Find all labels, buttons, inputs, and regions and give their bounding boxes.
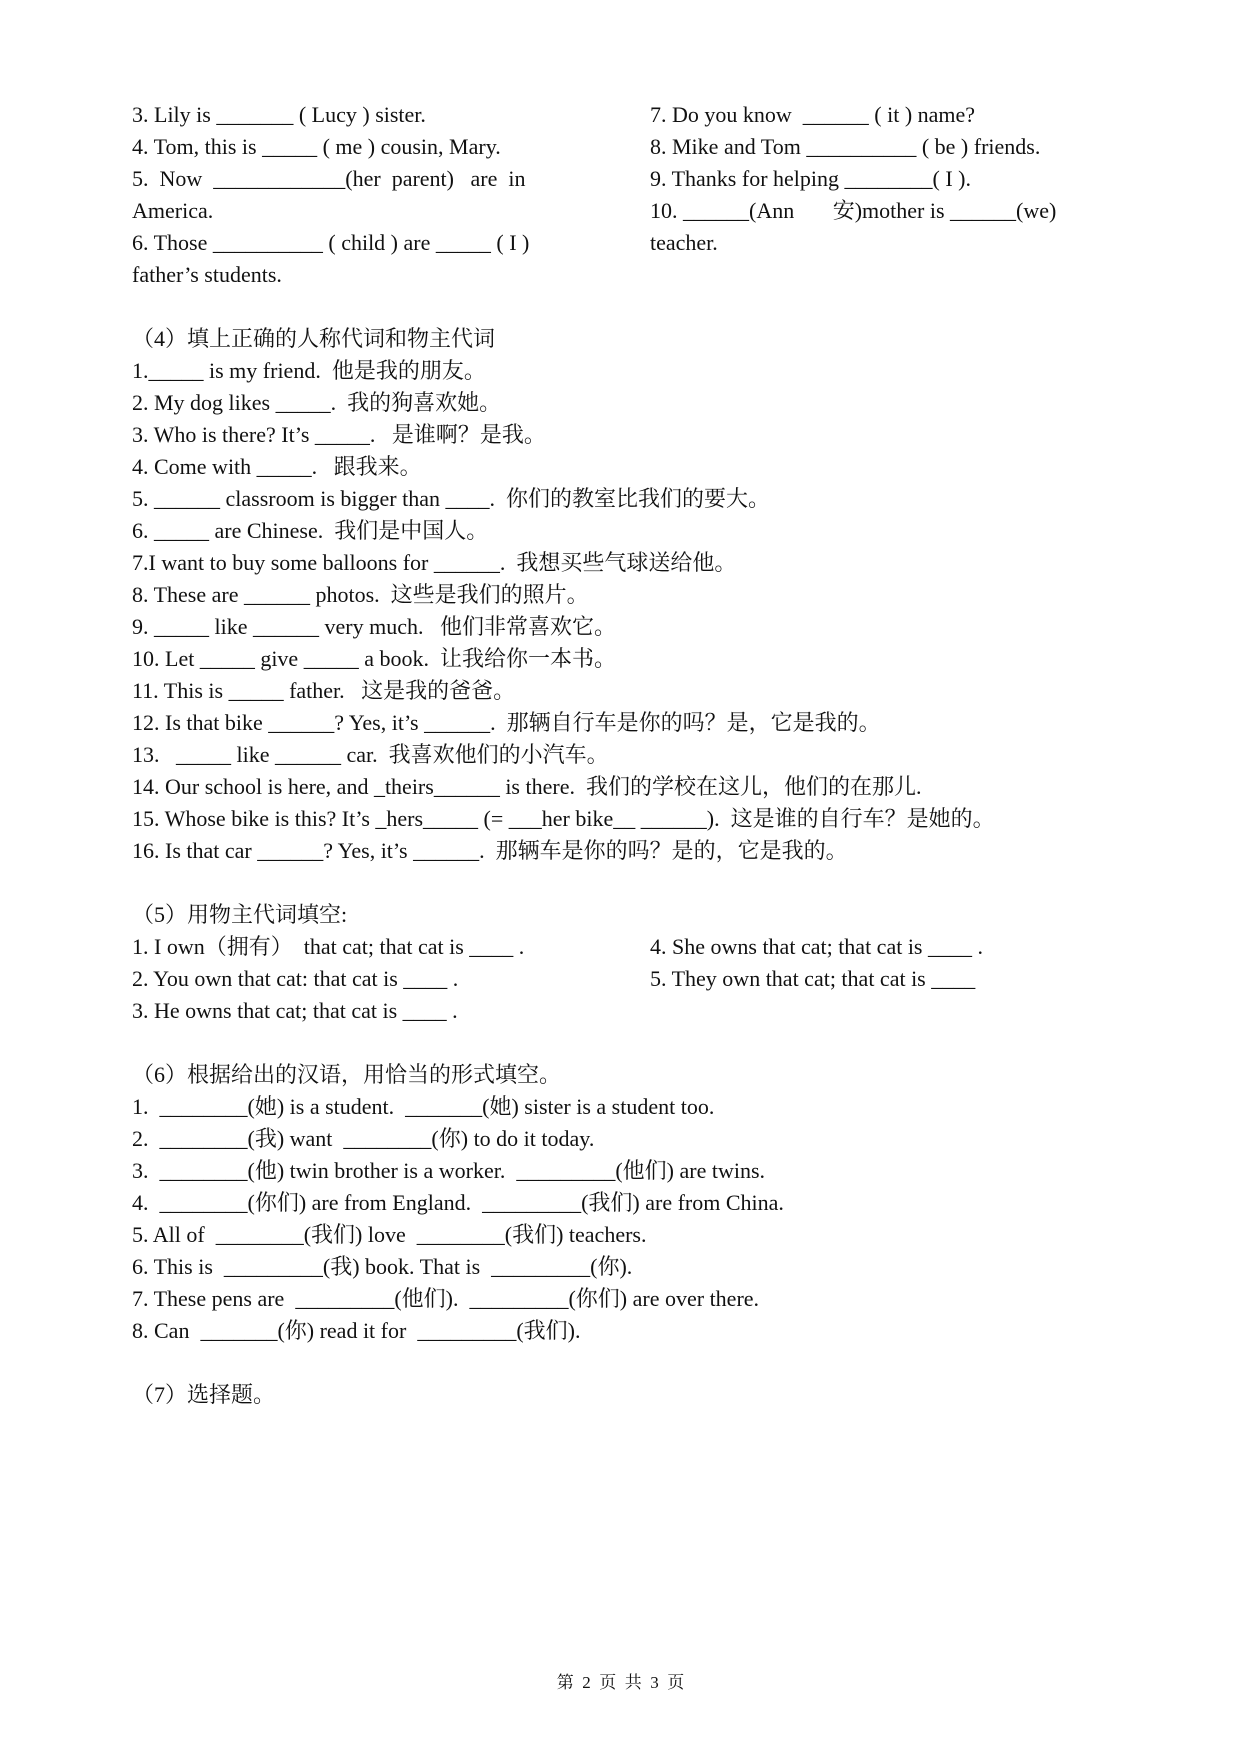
exercise-line: 8. These are ______ photos. 这些是我们的照片。 <box>132 582 589 607</box>
exercise-line: 6. This is _________(我) book. That is _________(你). <box>132 1254 633 1279</box>
exercise-line: 4. She owns that cat; that cat is ____ . <box>650 934 983 959</box>
exercise-line: 1. I own（拥有） that cat; that cat is ____ . <box>132 934 525 959</box>
exercise-line: 9. Thanks for helping ________( I ). <box>650 166 971 191</box>
exercise-line: 4. Come with _____. 跟我来。 <box>132 454 422 479</box>
exercise-line: 1. ________(她) is a student. _______(她) sister is a student too. <box>132 1094 715 1119</box>
page-number-footer: 第 2 页 共 3 页 <box>556 1673 685 1692</box>
exercise-line: 3. ________(他) twin brother is a worker. _________(他们) are twins. <box>132 1158 766 1183</box>
exercise-line: 5. They own that cat; that cat is ____ <box>650 966 976 991</box>
section-heading: （4）填上正确的人称代词和物主代词 <box>132 326 496 351</box>
exercise-line: 16. Is that car ______? Yes, it’s ______. 那辆车是你的吗？是的，它是我的。 <box>132 838 848 863</box>
exercise-line: 15. Whose bike is this? It’s _hers_____ (= ___her bike__ ______). 这是谁的自行车？是她的。 <box>132 806 995 831</box>
exercise-line: 8. Mike and Tom __________ ( be ) friends. <box>650 134 1041 159</box>
exercise-line: 4. ________(你们) are from England. _________(我们) are from China. <box>132 1190 784 1215</box>
exercise-line: 2. My dog likes _____. 我的狗喜欢她。 <box>132 390 502 415</box>
exercise-line: 6. Those __________ ( child ) are _____ ( I ) <box>132 230 530 255</box>
exercise-line: 12. Is that bike ______? Yes, it’s ______. 那辆自行车是你的吗？是，它是我的。 <box>132 710 881 735</box>
exercise-line: 7. Do you know ______ ( it ) name? <box>650 102 976 127</box>
exercise-line: 14. Our school is here, and _theirs______ is there. 我们的学校在这儿，他们的在那儿. <box>132 774 922 799</box>
exercise-line: 10. Let _____ give _____ a book. 让我给你一本书。 <box>132 646 616 671</box>
section-heading: （6）根据给出的汉语，用恰当的形式填空。 <box>132 1062 562 1087</box>
exercise-line: 3. He owns that cat; that cat is ____ . <box>132 998 458 1023</box>
exercise-line: 1._____ is my friend. 他是我的朋友。 <box>132 358 486 383</box>
exercise-line: father’s students. <box>132 262 282 287</box>
exercise-line: 5. ______ classroom is bigger than ____. 你们的教室比我们的要大。 <box>132 486 770 511</box>
exercise-line: 9. _____ like ______ very much. 他们非常喜欢它。 <box>132 614 616 639</box>
section-heading: （7）选择题。 <box>132 1382 276 1407</box>
exercise-line: 2. You own that cat: that cat is ____ . <box>132 966 459 991</box>
exercise-line: 5. All of ________(我们) love ________(我们) teachers. <box>132 1222 647 1247</box>
exercise-line: 13. _____ like ______ car. 我喜欢他们的小汽车。 <box>132 742 609 767</box>
exercise-line: teacher. <box>650 230 718 255</box>
exercise-line: 6. _____ are Chinese. 我们是中国人。 <box>132 518 489 543</box>
exercise-line: 3. Who is there? It’s _____. 是谁啊？是我。 <box>132 422 546 447</box>
section-heading: （5）用物主代词填空: <box>132 902 348 927</box>
exercise-line: 5. Now ____________(her parent) are in <box>132 166 526 191</box>
exercise-line: 2. ________(我) want ________(你) to do it today. <box>132 1126 595 1151</box>
exercise-line: America. <box>132 198 214 223</box>
exercise-line: 3. Lily is _______ ( Lucy ) sister. <box>132 102 426 127</box>
exercise-line: 10. ______(Ann 安)mother is ______(we) <box>650 198 1057 223</box>
exercise-line: 7.I want to buy some balloons for ______. 我想买些气球送给他。 <box>132 550 737 575</box>
exercise-line: 7. These pens are _________(他们). _________(你们) are over there. <box>132 1286 760 1311</box>
exercise-line: 8. Can _______(你) read it for _________(我们). <box>132 1318 581 1343</box>
exercise-line: 4. Tom, this is _____ ( me ) cousin, Mary. <box>132 134 501 159</box>
exercise-line: 11. This is _____ father. 这是我的爸爸。 <box>132 678 516 703</box>
